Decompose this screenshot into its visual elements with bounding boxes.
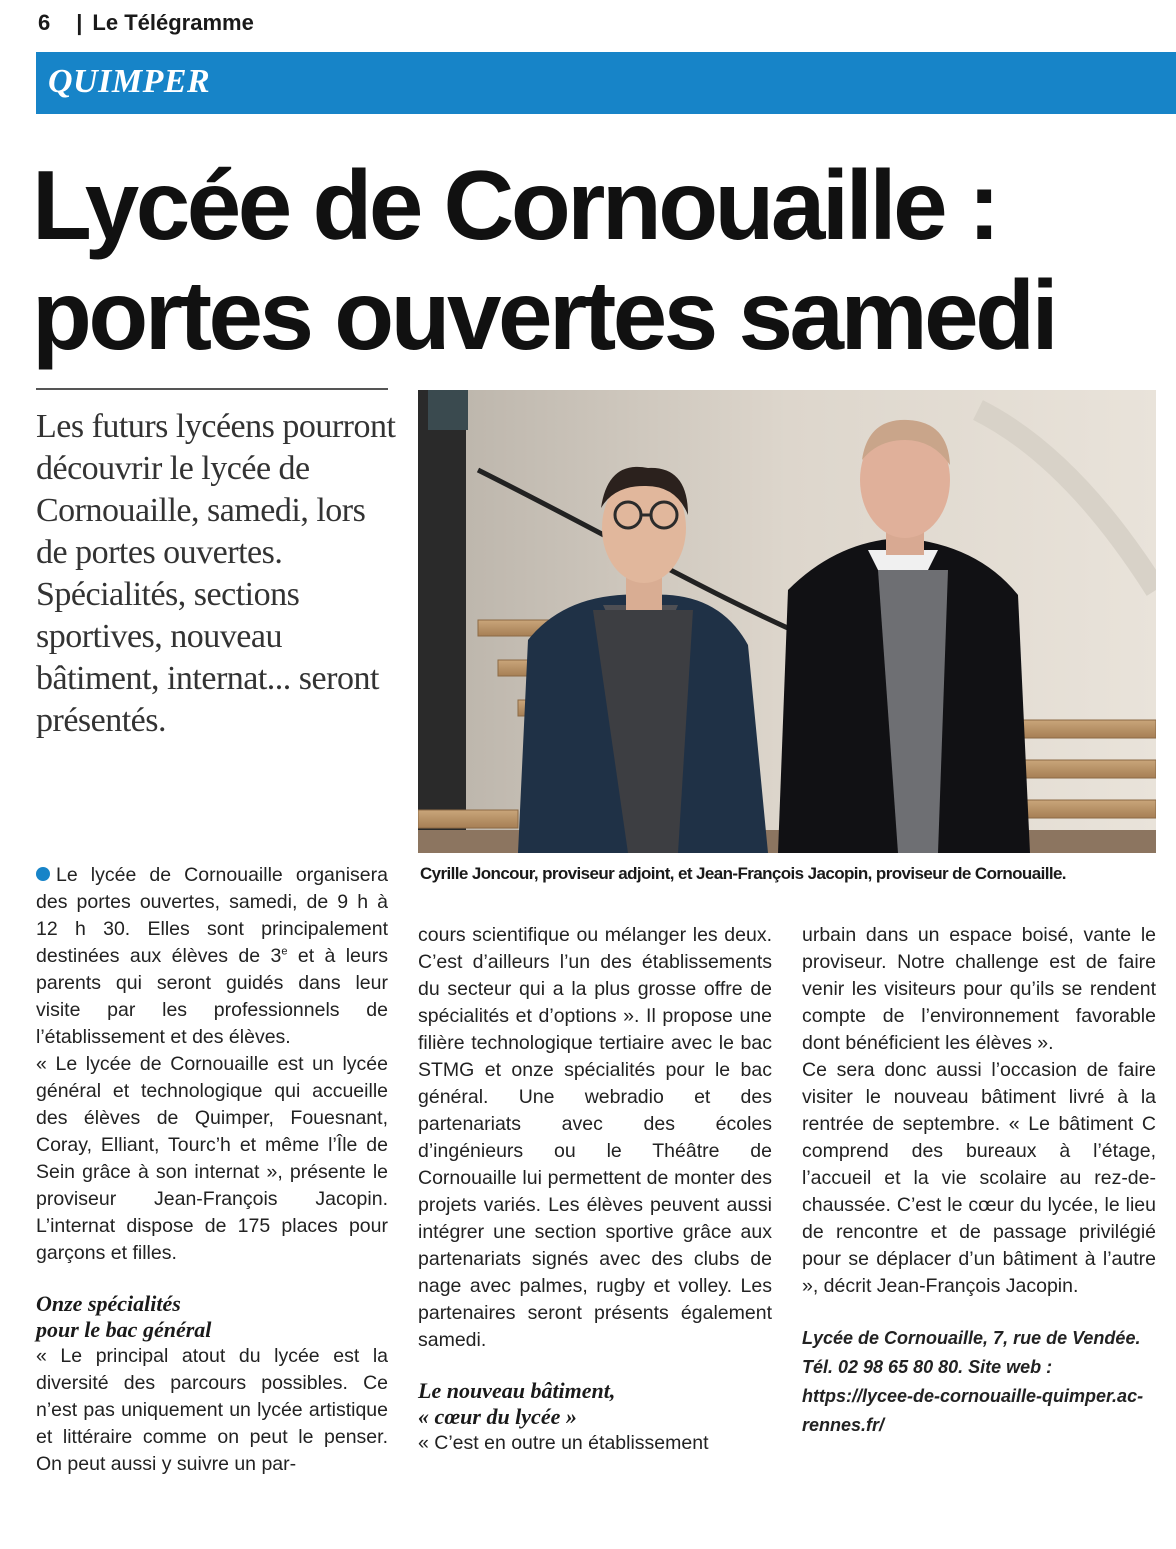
subheading-line: Le nouveau bâtiment,: [418, 1378, 616, 1403]
headline-line-2: portes ouvertes samedi: [32, 260, 1056, 370]
headline-line-1: Lycée de Cornouaille :: [32, 150, 997, 260]
paragraph-quote-internat: « Le lycée de Cornouaille est un lycée général et technologique qui accueille des élèves de Quimper, Fouesnant, Coray, Elliant, Tourc’h et même l’Île de Sein grâce à son internat », présente le proviseur Jean-François Jacopin. L’internat dispose de 175 places pour garçons et filles.: [36, 1053, 388, 1264]
subheading-line: « cœur du lycée »: [418, 1404, 577, 1429]
subheading-line: Onze spécialités: [36, 1291, 181, 1316]
paragraph-batiment-c: Ce sera donc aussi l’occasion de faire visiter le nouveau bâtiment livré à la rentrée de septembre. « Le bâtiment C comprend des bureaux à l’étage, l’accueil et la vie scolaire au rez-de-chaussée. C’est le cœur du lycée, le lieu de rencontre et de passage privilégié pour se déplacer d’un bâtiment à l’autre », décrit Jean-François Jacopin.: [802, 1059, 1156, 1297]
article-column-1: [36, 862, 388, 1478]
subheading-batiment: [418, 1378, 772, 1430]
publication-name: Le Télégramme: [92, 10, 254, 35]
article-column-2: [418, 922, 772, 1457]
subheading-line: pour le bac général: [36, 1317, 212, 1342]
header-separator: |: [76, 10, 83, 35]
practical-info: Lycée de Cornouaille, 7, rue de Vendée. Tél. 02 98 65 80 80. Site web : https://lycee-de-cornouaille-quimper.ac-rennes.fr/: [802, 1328, 1144, 1435]
paragraph-atout: « Le principal atout du lycée est la diversité des parcours possibles. Ce n’est pas uniquement un lycée artistique et littéraire comme on peut le penser. On peut aussi y suivre un par-: [36, 1345, 388, 1475]
paragraph-intro-text: Le lycée de Cornouaille organisera des portes ouvertes, samedi, de 9 h à 12 h 30. Elles sont principalement destinées aux élèves de 3: [36, 864, 388, 967]
paragraph-intro: [36, 862, 388, 1051]
headline: [32, 150, 1172, 370]
article-photo: [418, 390, 1156, 853]
page-number: 6: [38, 10, 51, 35]
article-column-3: [802, 922, 1156, 1440]
photo-caption: Cyrille Joncour, proviseur adjoint, et Jean-François Jacopin, proviseur de Cornouaille.: [420, 864, 1066, 883]
paragraph-atout-continued: cours scientifique ou mélanger les deux. C’est d’ailleurs l’un des établissements du secteur qui a la plus grosse offre de spécialités et d’options ». Il propose une filière technologique tertiaire avec le bac STMG et onze spécialités pour le bac général. Une webradio et des partenariats avec des écoles d’ingénieurs ou le Théâtre de Cornouaille lui permettent de monter des projets variés. Les élèves peuvent aussi intégrer une section sportive grâce aux partenariats signés avec des clubs de nage avec palmes, rugby et volley. Les partenaires seront présents également samedi.: [418, 924, 772, 1351]
lead-paragraph: Les futurs lycéens pourront découvrir le lycée de Cornouaille, samedi, lors de portes ouvertes. Spécialités, sections sportives, nouveau bâtiment, internat... seront présentés.: [36, 408, 396, 739]
paragraph-etablissement-continued: urbain dans un espace boisé, vante le proviseur. Notre challenge est de faire venir les visiteurs pour qu’ils se rendent compte de l’environnement favorable dont bénéficient les élèves ».: [802, 924, 1156, 1054]
photo-illustration: [418, 390, 1156, 853]
superscript: e: [281, 945, 288, 958]
section-title: QUIMPER: [48, 63, 211, 100]
paragraph-etablissement: « C’est en outre un établissement: [418, 1432, 709, 1454]
subheading-specialites: [36, 1291, 388, 1343]
paragraph-intro-text-end: et à leurs parents qui seront guidés dans leur visite par les professionnels de l’établissement et des élèves.: [36, 945, 388, 1048]
page-header: [38, 10, 254, 36]
bullet-dot-icon: [36, 867, 50, 881]
lead-divider: [36, 388, 388, 390]
